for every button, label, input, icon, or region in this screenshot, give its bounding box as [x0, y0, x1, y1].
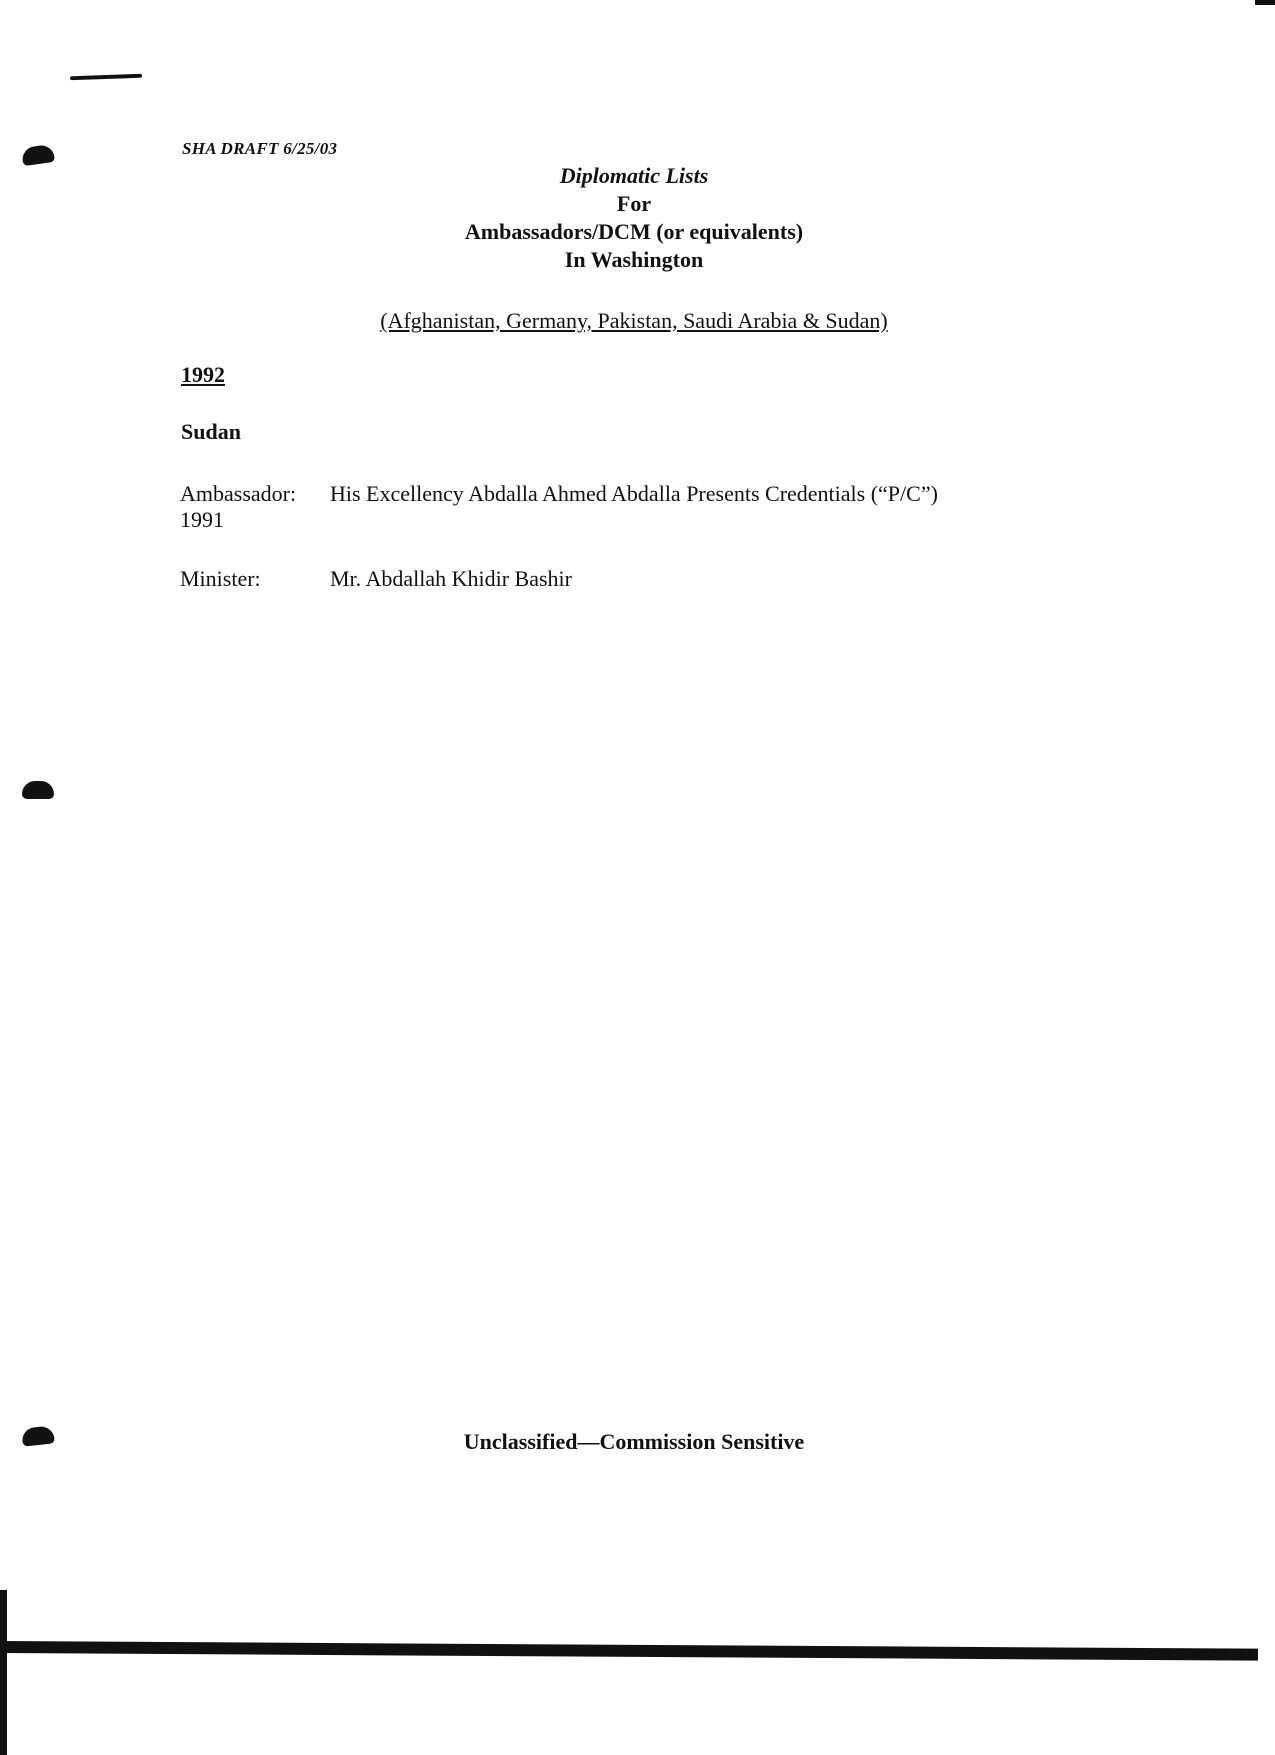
classification-footer: Unclassified—Commission Sensitive [463, 1429, 805, 1454]
country-heading: Sudan [181, 419, 241, 444]
scan-corner-mark [1255, 0, 1275, 5]
scan-dash-mark [70, 74, 142, 81]
ambassador-value: His Excellency Abdalla Ahmed Abdalla Presents Credentials (“P/C”) [330, 481, 938, 506]
draft-tag: SHA DRAFT 6/25/03 [182, 139, 338, 158]
scan-bottom-bar [0, 1641, 1258, 1661]
heading-line-4: In Washington [564, 247, 704, 272]
minister-value: Mr. Abdallah Khidir Bashir [330, 566, 572, 591]
punch-hole-middle [22, 781, 54, 799]
ambassador-year: 1991 [180, 507, 224, 532]
ambassador-label: Ambassador: [180, 481, 297, 506]
countries-subtitle: (Afghanistan, Germany, Pakistan, Saudi Arabia & Sudan) [380, 308, 888, 333]
document-heading [380, 162, 888, 274]
scan-left-edge [0, 1590, 7, 1755]
heading-line-2: For [616, 191, 652, 216]
punch-hole-top [21, 144, 55, 166]
punch-hole-bottom [21, 1425, 55, 1446]
heading-line-1: Diplomatic Lists [559, 163, 709, 188]
heading-line-3: Ambassadors/DCM (or equivalents) [464, 219, 804, 244]
year-heading: 1992 [181, 362, 225, 387]
minister-label: Minister: [180, 566, 261, 591]
